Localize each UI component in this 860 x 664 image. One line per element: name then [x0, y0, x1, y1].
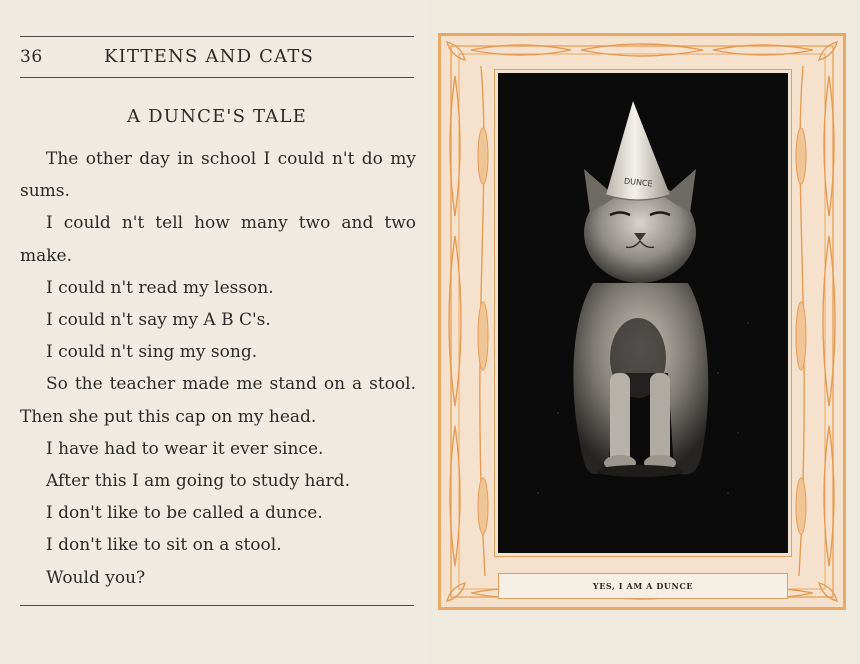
- cap-text: DUNCE: [623, 176, 653, 189]
- story-paragraph: I don't like to sit on a stool.: [46, 535, 282, 556]
- photo-caption: YES, I AM A DUNCE: [592, 581, 694, 591]
- story-paragraph: I could n't sing my song.: [46, 342, 258, 363]
- story-paragraph: I could n't tell how many two and two make.: [20, 213, 416, 266]
- story-paragraph: I have had to wear it ever since.: [46, 438, 324, 459]
- running-head: KITTENS AND CATS: [104, 46, 315, 67]
- header-rule: [20, 77, 414, 78]
- story-paragraph: I could n't read my lesson.: [46, 277, 274, 298]
- story-paragraph: So the teacher made me stand on a stool. Then she put this cap on my head.: [20, 374, 416, 427]
- story-paragraph: After this I am going to study hard.: [46, 471, 350, 492]
- bottom-rule: [20, 605, 414, 606]
- story-paragraph: I could n't say my A B C's.: [46, 310, 271, 331]
- story-paragraph: I don't like to be called a dunce.: [46, 503, 323, 524]
- story-title: A DUNCE'S TALE: [127, 106, 307, 127]
- caption-box: [498, 573, 788, 599]
- story-paragraph: The other day in school I could n't do my sums.: [20, 149, 416, 202]
- cat-photograph: [498, 73, 788, 553]
- cat-in-dunce-cap-icon: [498, 73, 788, 553]
- story-body: [20, 143, 416, 594]
- story-paragraph: Would you?: [46, 567, 146, 588]
- right-page: [430, 0, 860, 664]
- top-rule: [20, 36, 414, 37]
- page-number: 36: [20, 47, 43, 67]
